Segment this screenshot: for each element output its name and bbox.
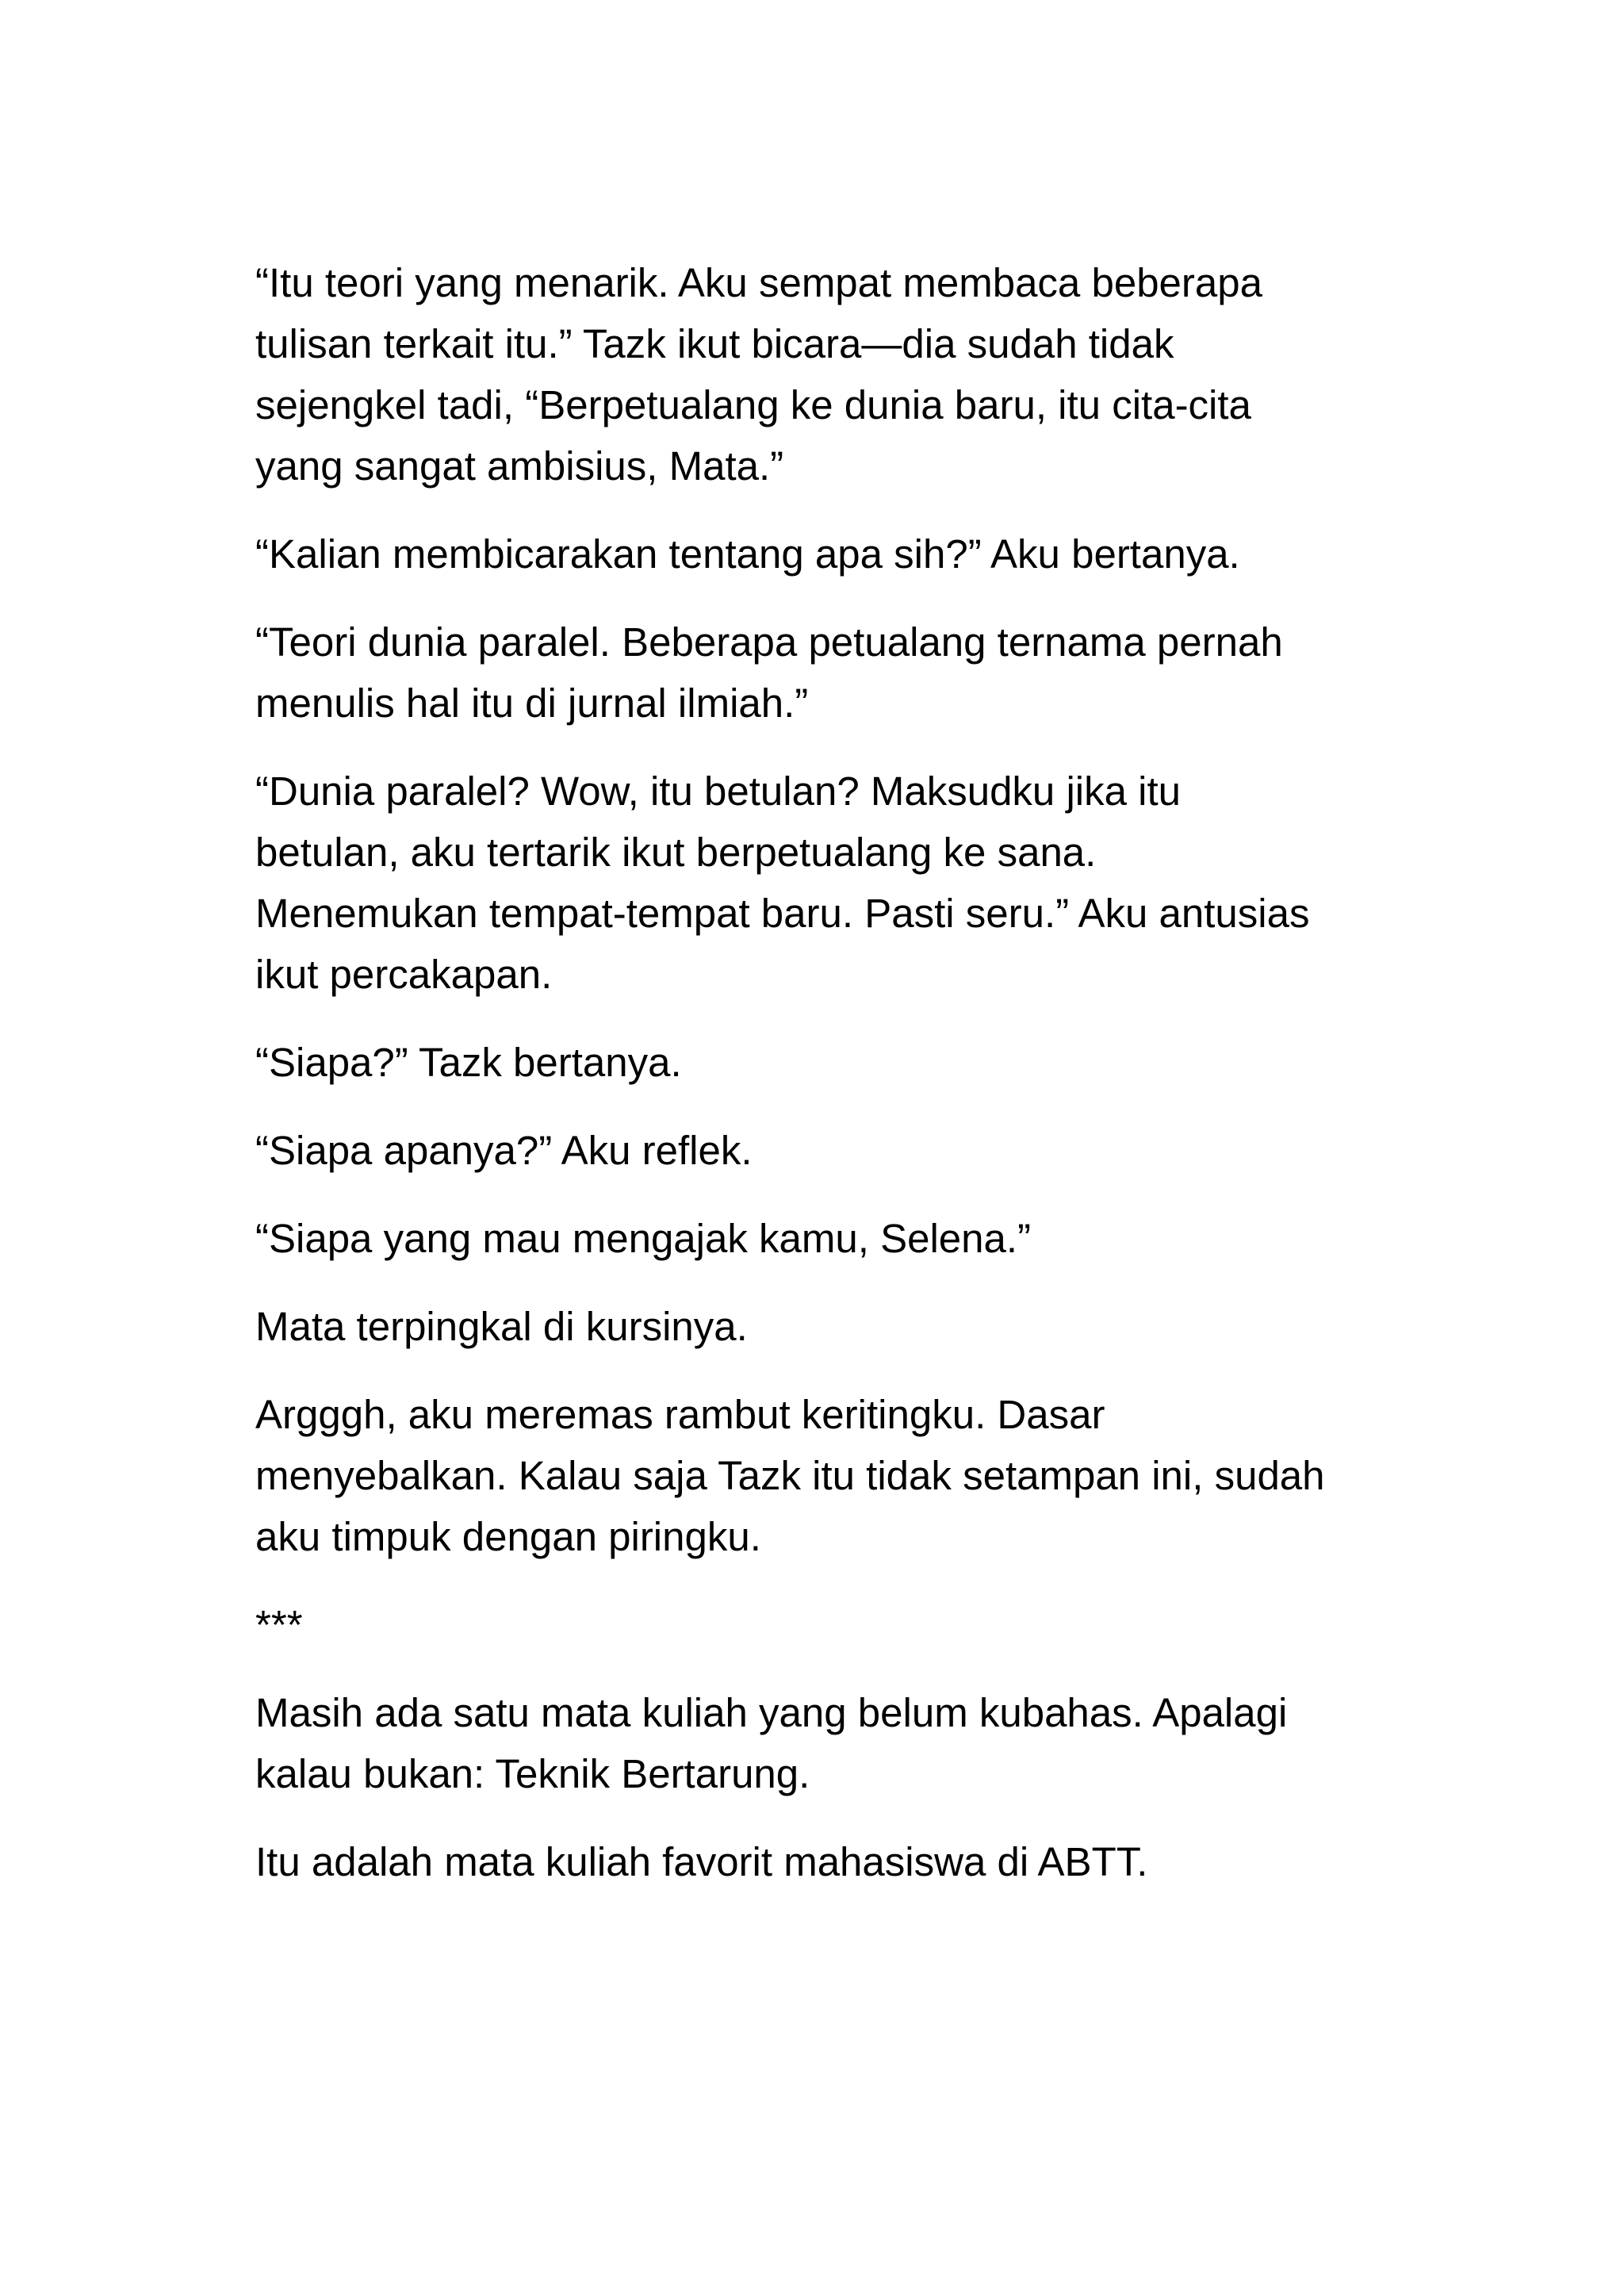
text-line: Mata terpingkal di kursinya. bbox=[255, 1304, 748, 1349]
text-line: tulisan terkait itu.” Tazk ikut bicara—dia sudah tidak bbox=[255, 321, 1174, 366]
text-line: “Siapa?” Tazk bertanya. bbox=[255, 1040, 682, 1085]
paragraph bbox=[255, 761, 1381, 1005]
text-line: “Siapa yang mau mengajak kamu, Selena.” bbox=[255, 1216, 1032, 1261]
text-line: menyebalkan. Kalau saja Tazk itu tidak setampan ini, sudah bbox=[255, 1453, 1325, 1498]
paragraph bbox=[255, 611, 1381, 734]
paragraph bbox=[255, 523, 1381, 585]
text-line: betulan, aku tertarik ikut berpetualang ke sana. bbox=[255, 830, 1097, 875]
text-line: sejengkel tadi, “Berpetualang ke dunia baru, itu cita-cita bbox=[255, 382, 1251, 427]
paragraph bbox=[255, 1208, 1381, 1269]
paragraph bbox=[255, 1032, 1381, 1093]
scene-break-marker: *** bbox=[255, 1602, 303, 1647]
text-line: “Teori dunia paralel. Beberapa petualang ternama pernah bbox=[255, 619, 1283, 665]
text-line: Itu adalah mata kuliah favorit mahasiswa di ABTT. bbox=[255, 1839, 1148, 1884]
text-line: Menemukan tempat-tempat baru. Pasti seru.” Aku antusias bbox=[255, 891, 1310, 936]
text-line: “Kalian membicarakan tentang apa sih?” Aku bertanya. bbox=[255, 531, 1240, 577]
paragraph bbox=[255, 1831, 1381, 1892]
body-text bbox=[255, 252, 1381, 1919]
text-line: kalau bukan: Teknik Bertarung. bbox=[255, 1751, 810, 1796]
text-line: Argggh, aku meremas rambut keritingku. Dasar bbox=[255, 1392, 1105, 1437]
text-line: ikut percakapan. bbox=[255, 952, 553, 997]
text-line: “Siapa apanya?” Aku reflek. bbox=[255, 1128, 753, 1173]
scene-break bbox=[255, 1594, 1381, 1655]
text-line: Masih ada satu mata kuliah yang belum kubahas. Apalagi bbox=[255, 1690, 1288, 1735]
paragraph bbox=[255, 1682, 1381, 1804]
text-line: “Itu teori yang menarik. Aku sempat membaca beberapa bbox=[255, 260, 1262, 305]
text-line: menulis hal itu di jurnal ilmiah.” bbox=[255, 680, 809, 726]
paragraph bbox=[255, 252, 1381, 496]
text-line: aku timpuk dengan piringku. bbox=[255, 1514, 761, 1559]
paragraph bbox=[255, 1384, 1381, 1567]
text-line: yang sangat ambisius, Mata.” bbox=[255, 443, 784, 489]
paragraph bbox=[255, 1296, 1381, 1357]
paragraph bbox=[255, 1120, 1381, 1181]
text-line: “Dunia paralel? Wow, itu betulan? Maksudku jika itu bbox=[255, 769, 1182, 814]
